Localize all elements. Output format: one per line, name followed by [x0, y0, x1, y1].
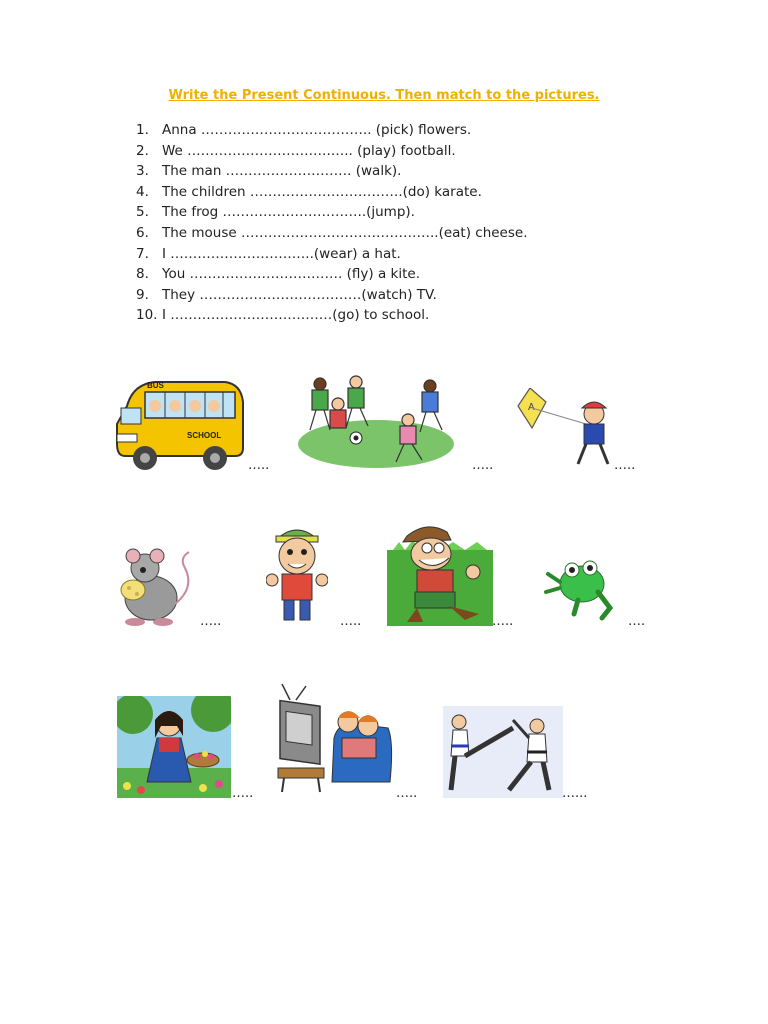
watching-tv-picture — [276, 682, 394, 796]
karate-picture — [443, 706, 563, 798]
kite-letter: A — [528, 402, 535, 413]
blank-frog: …. — [628, 614, 646, 629]
sentence-item: 2. We ……………………….….….. (play) football. — [136, 142, 456, 159]
mouse-picture — [115, 548, 199, 628]
sentence-item: 3. The man ………………………. (walk). — [136, 163, 402, 180]
blank-girl-flowers: ….. — [232, 786, 254, 801]
man-walking-picture — [387, 520, 493, 626]
blank-tv: ….. — [396, 786, 418, 801]
bus-school-sign: SCHOOL — [187, 431, 222, 440]
blank-mouse: ….. — [200, 614, 222, 629]
bus-label: BUS — [147, 381, 164, 390]
sentence-item: 8. You ……………………………. (fly) a kite. — [136, 266, 420, 283]
football-picture — [296, 372, 456, 470]
sentence-item: 10. I ………………………………(go) to school. — [136, 307, 430, 324]
kite-picture — [516, 388, 616, 472]
sentence-list — [136, 120, 528, 326]
blank-man-walking: ….. — [492, 614, 514, 629]
blank-kite: ….. — [614, 458, 636, 473]
girl-flowers-picture — [117, 696, 231, 798]
blank-football: ….. — [472, 458, 494, 473]
boy-hat-picture — [266, 522, 328, 626]
frog-picture — [544, 548, 620, 624]
blank-karate: …... — [562, 786, 588, 801]
sentence-item: 1. Anna ……………………………….. (pick) flowers. — [136, 122, 472, 138]
sentence-item: 4. The children …………………………….(do) karate. — [136, 183, 482, 200]
sentence-item: 9. They ………………………………(watch) TV. — [136, 286, 437, 303]
sentence-item: 5. The frog …………………………..(jump). — [136, 204, 415, 221]
sentence-item: 6. The mouse ……………………………………..(eat) cheese. — [136, 224, 528, 241]
blank-boy-hat: ….. — [340, 614, 362, 629]
worksheet-title: Write the Present Continuous. Then match to the pictures. — [168, 88, 600, 103]
school-bus-picture — [115, 378, 245, 474]
sentence-item: 7. I …………………………..(wear) a hat. — [136, 245, 401, 262]
blank-bus: ….. — [248, 458, 270, 473]
